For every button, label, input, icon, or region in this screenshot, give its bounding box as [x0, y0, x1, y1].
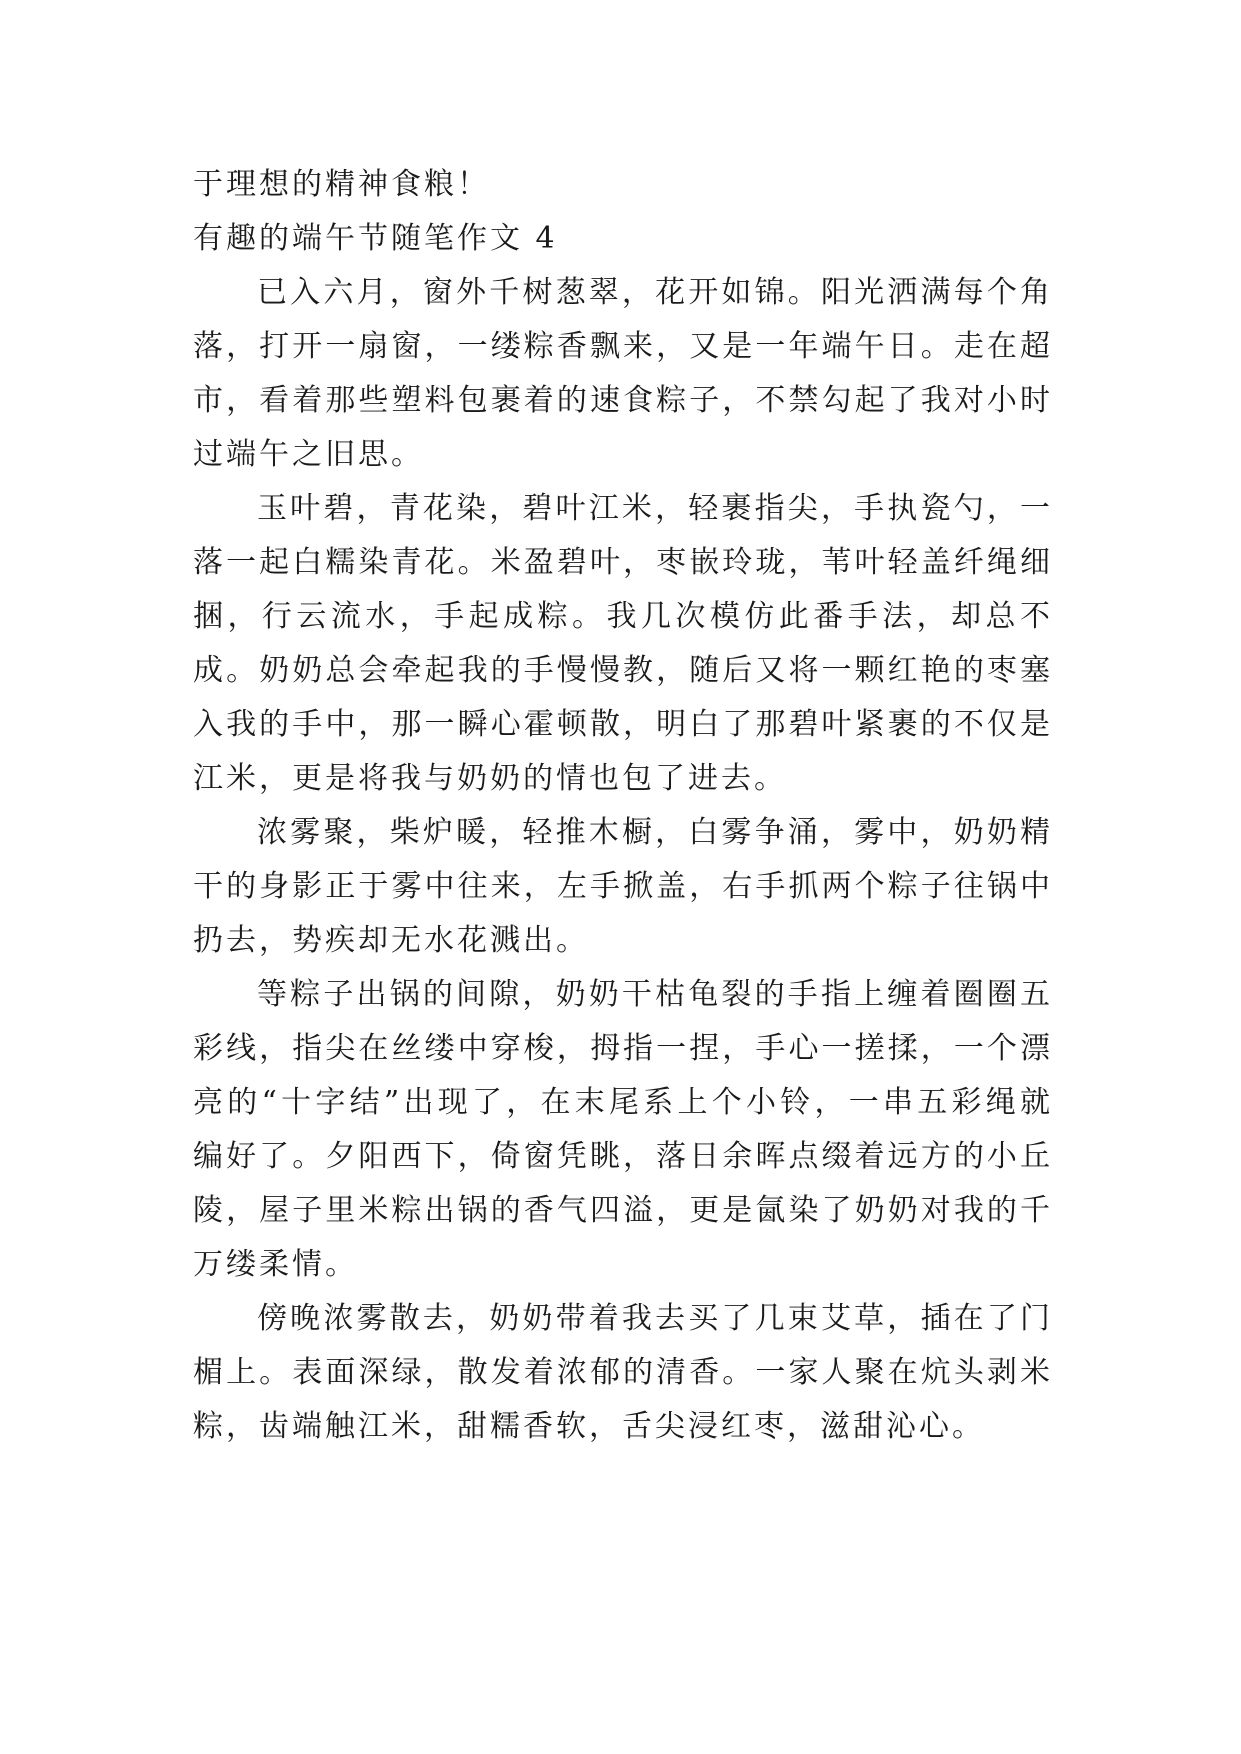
paragraph-3: 浓雾聚，柴炉暖，轻推木橱，白雾争涌，雾中，奶奶精干的身影正于雾中往来，左手掀盖，右手抓两个粽子往锅中扔去，势疾却无水花溅出。: [193, 815, 1053, 958]
opening-line: 于理想的精神食粮！: [193, 167, 490, 202]
paragraph-4: 等粽子出锅的间隙，奶奶干枯龟裂的手指上缠着圈圈五彩线，指尖在丝缕中穿梭，拇指一捏，手心一搓揉，一个漂亮的“十字结”出现了，在末尾系上个小铃，一串五彩绳就编好了。夕阳西下，倚窗凭眺，落日余晖点缀着远方的小丘陵，屋子里米粽出锅的香气四溢，更是氤染了奶奶对我的千万缕柔情。: [193, 977, 1053, 1282]
essay-heading: 有趣的端午节随笔作文 4: [193, 221, 558, 256]
paragraph-1: 已入六月，窗外千树葱翠，花开如锦。阳光洒满每个角落，打开一扇窗，一缕粽香飘来，又是一年端午日。走在超市，看着那些塑料包裹着的速食粽子，不禁勾起了我对小时过端午之旧思。: [193, 275, 1053, 472]
paragraph-2: 玉叶碧，青花染，碧叶江米，轻裹指尖，手执瓷勺，一落一起白糯染青花。米盈碧叶，枣嵌玲珑，苇叶轻盖纤绳细捆，行云流水，手起成粽。我几次模仿此番手法，却总不成。奶奶总会牵起我的手慢慢教，随后又将一颗红艳的枣塞入我的手中，那一瞬心霍顿散，明白了那碧叶紧裹的不仅是江米，更是将我与奶奶的情也包了进去。: [193, 491, 1053, 796]
document-page: [193, 158, 1053, 1454]
paragraph-5: 傍晚浓雾散去，奶奶带着我去买了几束艾草，插在了门楣上。表面深绿，散发着浓郁的清香。一家人聚在炕头剥米粽，齿端触江米，甜糯香软，舌尖浸红枣，滋甜沁心。: [193, 1301, 1053, 1444]
